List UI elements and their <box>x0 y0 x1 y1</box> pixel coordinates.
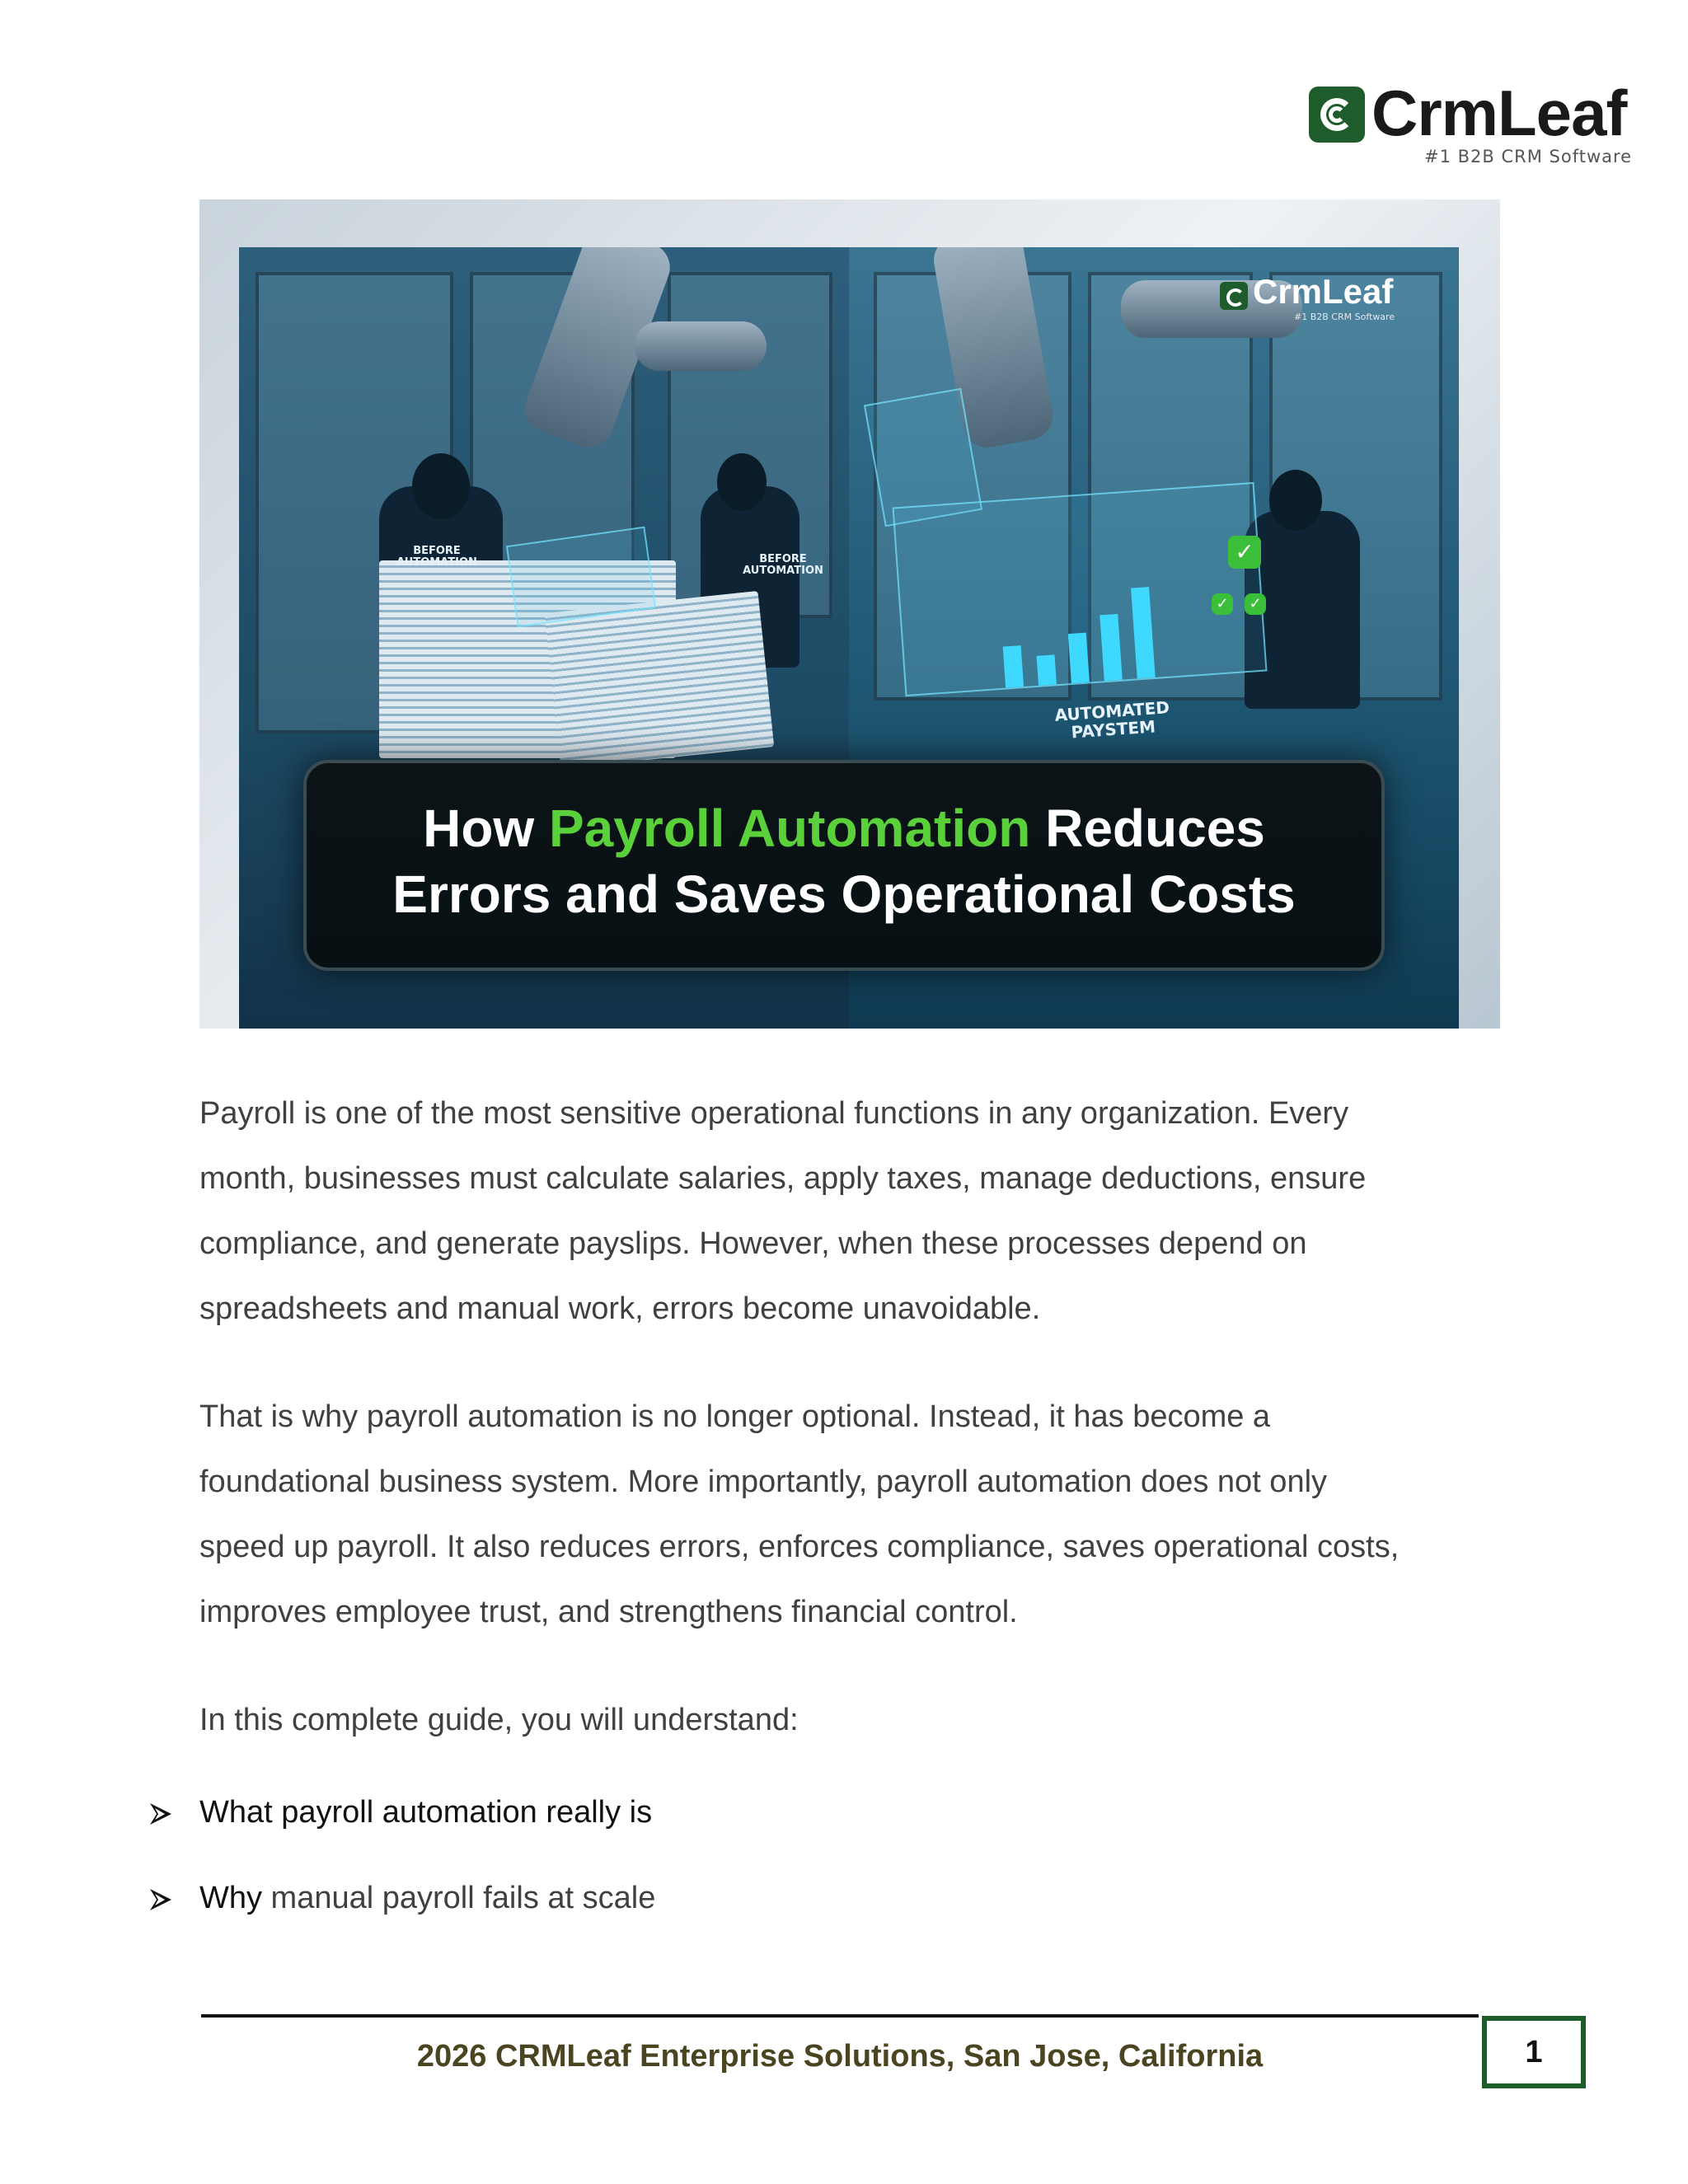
paragraph-line: spreadsheets and manual work, errors become unavoidable. <box>199 1291 1041 1326</box>
check-icon: ✓ <box>1228 536 1261 569</box>
hero-title-line-1: How Payroll Automation Reduces <box>423 799 1265 858</box>
paragraph-line: Payroll is one of the most sensitive operational functions in any organization. Every <box>199 1096 1349 1131</box>
automated-paystem-dashboard <box>893 482 1268 696</box>
check-icon: ✓ <box>1245 593 1266 615</box>
hero-crmleaf-logo <box>1220 272 1434 325</box>
page-number: 1 <box>1482 2016 1586 2088</box>
arrowhead-bullet-icon <box>148 1887 173 1912</box>
intro-paragraph <box>199 1081 1518 1342</box>
list-item-text: Why manual payroll fails at scale <box>199 1881 656 1915</box>
hero-title-line-2: Errors and Saves Operational Costs <box>392 865 1296 924</box>
check-icon: ✓ <box>1212 593 1233 615</box>
paragraph-line: That is why payroll automation is no longer optional. Instead, it has become a <box>199 1399 1271 1434</box>
paragraph-line: compliance, and generate payslips. However, when these processes depend on <box>199 1226 1307 1261</box>
hero-title-box <box>303 760 1385 971</box>
guide-intro <box>199 1688 1518 1753</box>
arrowhead-bullet-icon <box>148 1802 173 1826</box>
hero-scene <box>239 247 1459 1029</box>
hero-title-highlight: Payroll Automation <box>548 799 1031 858</box>
paragraph-line: speed up payroll. It also reduces errors, enforces compliance, saves operational costs, <box>199 1530 1400 1564</box>
crmleaf-logo-icon <box>1309 87 1365 143</box>
logo-name: CrmLeaf <box>1372 77 1627 149</box>
hero-logo-name: CrmLeaf <box>1253 272 1394 311</box>
crmleaf-logo-icon <box>1220 282 1248 310</box>
paragraph-line: foundational business system. More importantly, payroll automation does not only <box>199 1465 1328 1499</box>
crmleaf-logo <box>1309 77 1648 173</box>
before-automation-label-left: BEFORE AUTOMATION <box>396 545 477 569</box>
hero-image <box>199 199 1500 1029</box>
automation-paragraph <box>199 1385 1518 1645</box>
paragraph-line: improves employee trust, and strengthens financial control. <box>199 1595 1018 1629</box>
footer-text: 2026 CRMLeaf Enterprise Solutions, San Jose, California <box>416 2039 1264 2074</box>
paragraph-line: In this complete guide, you will understand: <box>199 1703 799 1737</box>
footer-divider <box>201 2014 1479 2018</box>
list-item-text: What payroll automation really is <box>199 1795 653 1830</box>
automated-paystem-label: AUTOMATED PAYSTEM <box>1053 697 1170 743</box>
logo-tagline: #1 B2B CRM Software <box>1424 147 1633 166</box>
before-automation-label-right: BEFORE AUTOMATION <box>743 553 823 577</box>
hero-logo-tagline: #1 B2B CRM Software <box>1294 312 1395 322</box>
paragraph-line: month, businesses must calculate salaries, apply taxes, manage deductions, ensure <box>199 1161 1367 1196</box>
